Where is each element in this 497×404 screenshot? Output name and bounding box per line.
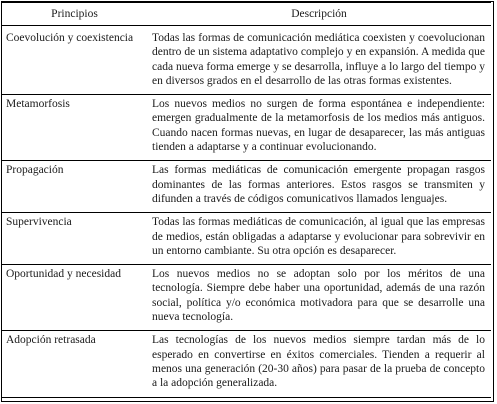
principle-cell: Coevolución y coexistencia bbox=[2, 26, 147, 95]
description-cell: Todas las formas de comunicación mediática coexisten y coevolucionan dentro de un sistema adaptativo complejo y en expansión. A medida que cada nueva forma emerge y se desarrolla, influye a lo largo del tiempo y en diversos grados en el desarrollo de las otras formas existentes. bbox=[147, 26, 491, 95]
table-row bbox=[2, 161, 491, 213]
header-principios: Principios bbox=[2, 3, 147, 26]
table-row bbox=[2, 95, 491, 161]
description-cell: Las tecnologías de los nuevos medios siempre tardan más de lo esperado en convertirse en éxitos comerciales. Tienden a requerir al menos una generación (20-30 años) para pasar de la prueba de concepto a la adopción generalizada. bbox=[147, 331, 491, 397]
description-cell: Todas las formas mediáticas de comunicación, al igual que las empresas de medios, están obligadas a adaptarse y evolucionar para sobrevivir en un entorno cambiante. Su otra opción es desaparecer. bbox=[147, 213, 491, 265]
principle-cell: Adopción retrasada bbox=[2, 331, 147, 397]
description-cell: Los nuevos medios no se adoptan solo por los méritos de una tecnología. Siempre debe haber una oportunidad, además de una razón social, política y/o económica motivadora para que se desarrolle una nueva tecnología. bbox=[147, 265, 491, 331]
table-header bbox=[2, 3, 491, 26]
header-descripcion: Descripción bbox=[147, 3, 491, 26]
header-row bbox=[2, 3, 491, 26]
principle-cell: Metamorfosis bbox=[2, 95, 147, 161]
table-row bbox=[2, 331, 491, 397]
table-body bbox=[2, 26, 491, 398]
table-row bbox=[2, 213, 491, 265]
description-cell: Las formas mediáticas de comunicación emergente propagan rasgos dominantes de las formas anteriores. Estos rasgos se transmiten y difunden a través de códigos comunicativos llamados lenguajes. bbox=[147, 161, 491, 213]
table-row bbox=[2, 265, 491, 331]
principle-cell: Propagación bbox=[2, 161, 147, 213]
table-row bbox=[2, 26, 491, 95]
principle-cell: Oportunidad y necesidad bbox=[2, 265, 147, 331]
principles-table bbox=[2, 2, 491, 398]
principle-cell: Supervivencia bbox=[2, 213, 147, 265]
description-cell: Los nuevos medios no surgen de forma espontánea e independiente: emergen gradualmente de la metamorfosis de los medios más antiguos. Cuando nacen formas nuevas, en lugar de desaparecer, las más antiguas tienden a adaptarse y a continuar evolucionando. bbox=[147, 95, 491, 161]
